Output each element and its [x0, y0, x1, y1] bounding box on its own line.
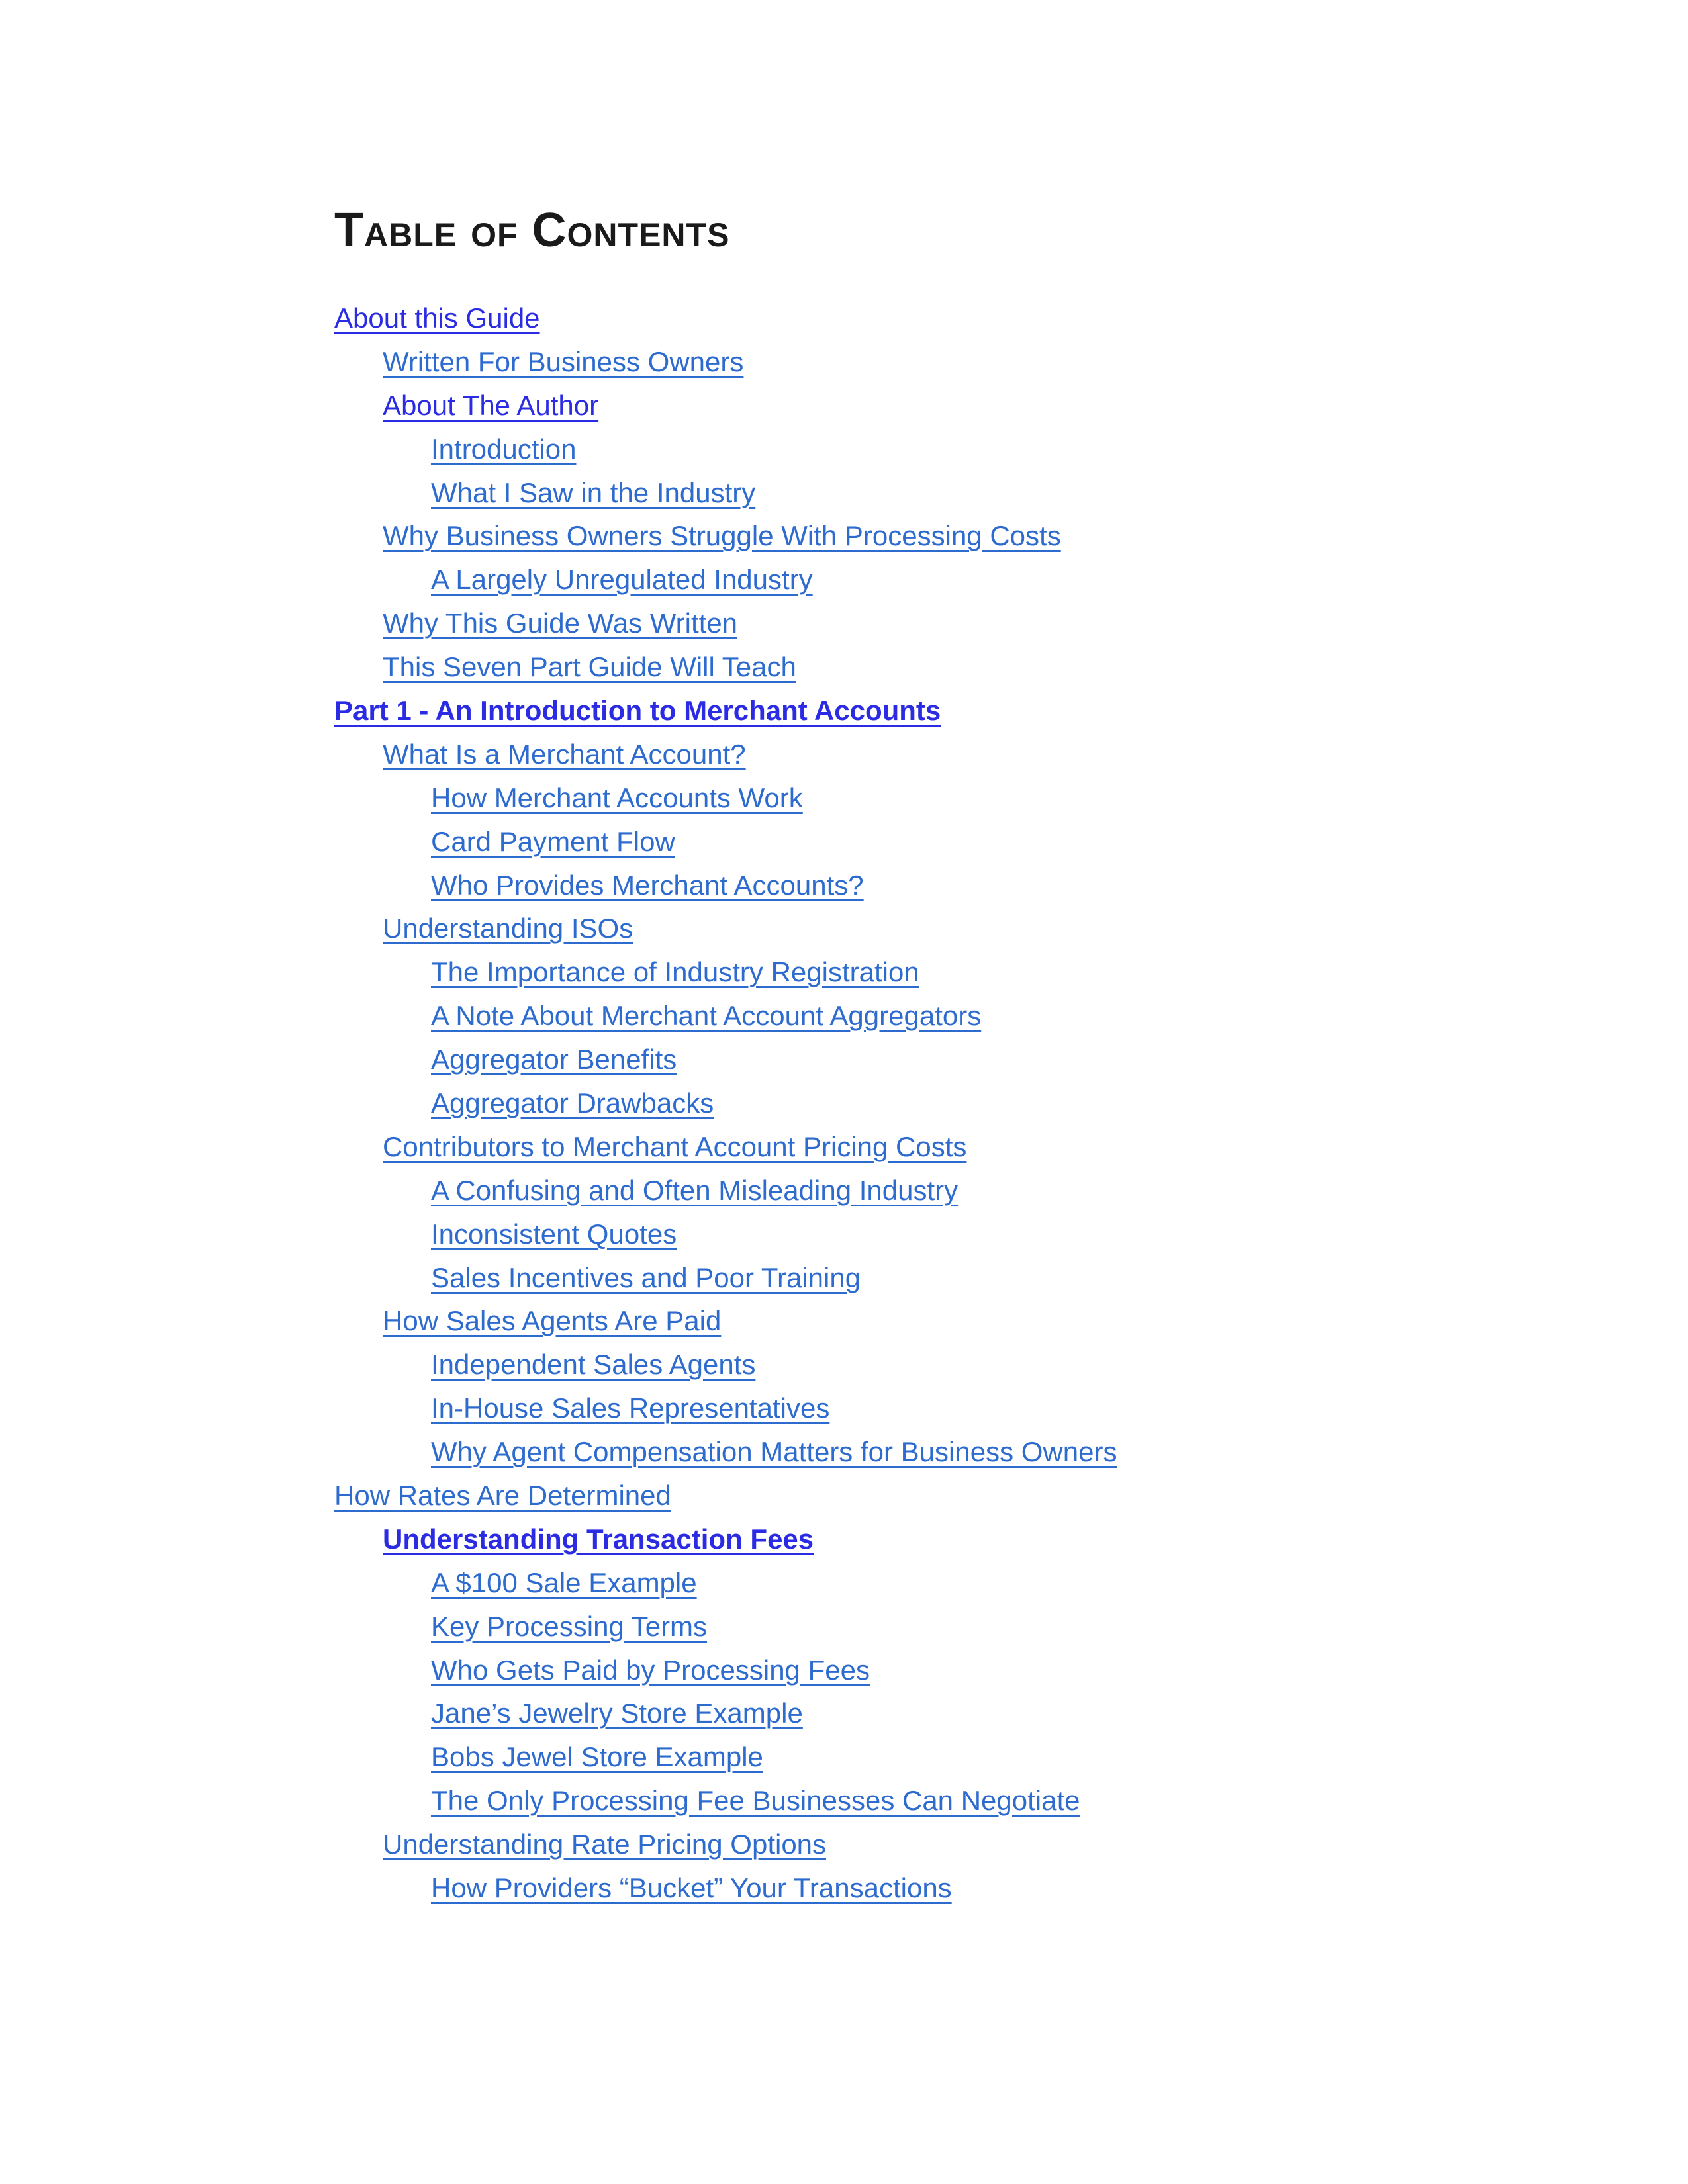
- toc-row: [334, 733, 1117, 776]
- toc-link[interactable]: Aggregator Benefits: [431, 1044, 677, 1075]
- toc-link[interactable]: In-House Sales Representatives: [431, 1392, 830, 1424]
- toc-link[interactable]: Part 1 - An Introduction to Merchant Accounts: [334, 694, 941, 726]
- toc-link[interactable]: What I Saw in the Industry: [431, 477, 756, 508]
- toc-row: [334, 1125, 1117, 1169]
- toc-link[interactable]: A Largely Unregulated Industry: [431, 564, 813, 596]
- toc-row: [334, 1605, 1117, 1649]
- toc-row: [334, 1649, 1117, 1692]
- toc-link[interactable]: A Note About Merchant Account Aggregators: [431, 1000, 982, 1032]
- toc-row: [334, 384, 1117, 428]
- toc-row: [334, 296, 1117, 340]
- toc-row: [334, 1474, 1117, 1518]
- toc-row: [334, 689, 1117, 733]
- toc-link[interactable]: Jane’s Jewelry Store Example: [431, 1698, 803, 1729]
- toc-link[interactable]: How Merchant Accounts Work: [431, 782, 803, 813]
- toc-link[interactable]: Card Payment Flow: [431, 825, 675, 857]
- toc-row: [334, 1038, 1117, 1081]
- toc-link[interactable]: Contributors to Merchant Account Pricing Costs: [383, 1130, 967, 1162]
- toc-row: [334, 1823, 1117, 1866]
- toc-row: [334, 1692, 1117, 1736]
- toc-row: [334, 820, 1117, 864]
- toc-link[interactable]: Understanding ISOs: [383, 913, 633, 944]
- toc-row: [334, 776, 1117, 820]
- toc-row: [334, 1735, 1117, 1779]
- toc-link[interactable]: How Rates Are Determined: [334, 1479, 671, 1511]
- table-of-contents: [334, 296, 1117, 1910]
- toc-row: [334, 994, 1117, 1038]
- toc-link[interactable]: Independent Sales Agents: [431, 1349, 756, 1381]
- toc-row: [334, 1866, 1117, 1910]
- toc-row: [334, 428, 1117, 471]
- toc-row: [334, 907, 1117, 950]
- toc-row: [334, 864, 1117, 907]
- toc-row: [334, 1169, 1117, 1212]
- toc-row: [334, 950, 1117, 994]
- toc-link[interactable]: This Seven Part Guide Will Teach: [383, 651, 796, 683]
- toc-link[interactable]: Why Agent Compensation Matters for Business Owners: [431, 1436, 1117, 1468]
- toc-link[interactable]: Understanding Transaction Fees: [383, 1523, 814, 1555]
- toc-link[interactable]: Written For Business Owners: [383, 345, 744, 377]
- toc-link[interactable]: Inconsistent Quotes: [431, 1218, 677, 1250]
- toc-link[interactable]: A Confusing and Often Misleading Industry: [431, 1174, 959, 1206]
- toc-row: [334, 1430, 1117, 1474]
- toc-link[interactable]: Bobs Jewel Store Example: [431, 1741, 763, 1773]
- toc-link[interactable]: Sales Incentives and Poor Training: [431, 1261, 861, 1293]
- toc-row: [334, 1081, 1117, 1125]
- toc-link[interactable]: Key Processing Terms: [431, 1610, 708, 1642]
- toc-row: [334, 1387, 1117, 1430]
- toc-link[interactable]: Aggregator Drawbacks: [431, 1087, 714, 1118]
- toc-link[interactable]: Understanding Rate Pricing Options: [383, 1829, 827, 1860]
- toc-link[interactable]: The Only Processing Fee Businesses Can Negotiate: [431, 1785, 1080, 1817]
- toc-row: [334, 471, 1117, 515]
- toc-link[interactable]: How Sales Agents Are Paid: [383, 1305, 722, 1337]
- toc-link[interactable]: About The Author: [383, 389, 599, 421]
- toc-link[interactable]: A $100 Sale Example: [431, 1567, 697, 1598]
- toc-row: [334, 1299, 1117, 1343]
- toc-row: [334, 1779, 1117, 1823]
- toc-link[interactable]: How Providers “Bucket” Your Transactions: [431, 1872, 952, 1903]
- toc-row: [334, 340, 1117, 384]
- toc-link[interactable]: Why Business Owners Struggle With Processing Costs: [383, 520, 1061, 552]
- toc-link[interactable]: About this Guide: [334, 302, 540, 334]
- toc-row: [334, 1212, 1117, 1256]
- toc-link[interactable]: Why This Guide Was Written: [383, 608, 738, 639]
- toc-row: [334, 514, 1117, 558]
- page-title: Table of Contents: [334, 204, 730, 257]
- toc-link[interactable]: Who Gets Paid by Processing Fees: [431, 1654, 870, 1686]
- toc-link[interactable]: Introduction: [431, 433, 577, 465]
- toc-row: [334, 645, 1117, 689]
- toc-row: [334, 1518, 1117, 1561]
- toc-row: [334, 1343, 1117, 1387]
- toc-link[interactable]: The Importance of Industry Registration: [431, 956, 919, 988]
- toc-row: [334, 1256, 1117, 1300]
- toc-link[interactable]: What Is a Merchant Account?: [383, 738, 746, 770]
- toc-row: [334, 1561, 1117, 1605]
- toc-row: [334, 558, 1117, 602]
- toc-link[interactable]: Who Provides Merchant Accounts?: [431, 869, 864, 901]
- toc-row: [334, 602, 1117, 645]
